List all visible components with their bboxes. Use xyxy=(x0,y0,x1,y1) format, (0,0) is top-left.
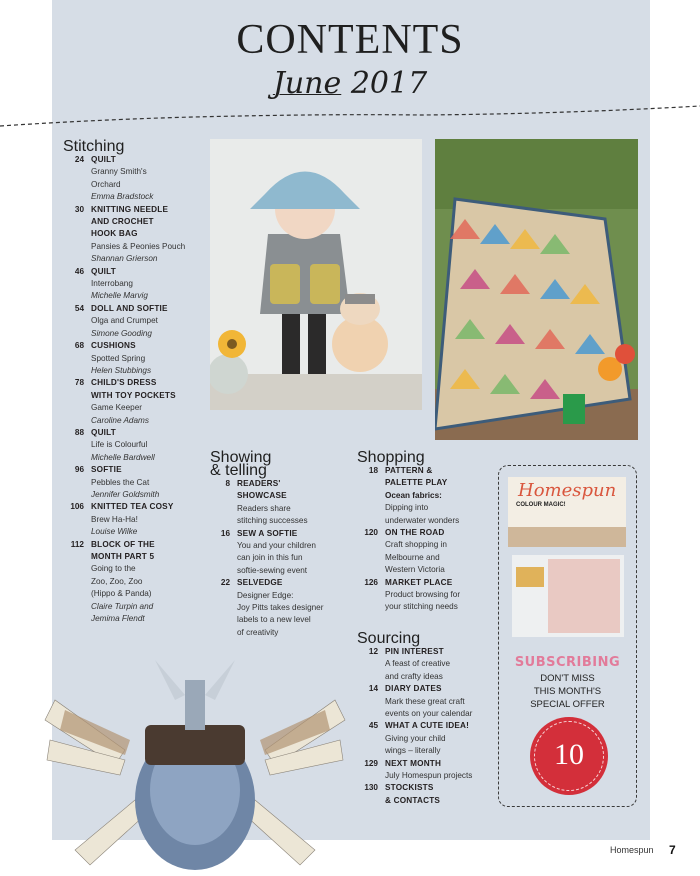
entry-page-number: 45 xyxy=(368,721,378,731)
entry-page-number: 112 xyxy=(70,539,84,549)
entry-description: Interrobang xyxy=(91,279,133,289)
sourcing-entry[interactable] xyxy=(356,782,501,807)
entry-heading: ON THE ROAD xyxy=(385,528,445,538)
entry-description: stitching successes xyxy=(237,516,308,526)
entry-author: Shannan Grierson xyxy=(91,254,158,264)
entry-heading: READERS' xyxy=(237,479,281,488)
entry-heading: SEW A SOFTIE xyxy=(237,528,298,538)
entry-description: Brew Ha-Ha! xyxy=(91,514,138,524)
entry-page-number: 129 xyxy=(364,758,378,768)
magazine-cover xyxy=(508,477,626,637)
entry-description: Designer Edge: xyxy=(237,590,294,600)
subscribe-line-1: DON'T MISS xyxy=(540,673,595,684)
stitching-list xyxy=(62,154,212,625)
entry-heading: QUILT xyxy=(91,266,116,276)
sourcing-list xyxy=(356,646,501,807)
entry-author: Simone Gooding xyxy=(91,328,152,338)
entry-description: Pansies & Peonies Pouch xyxy=(91,241,186,251)
entry-description: Spotted Spring xyxy=(91,353,146,363)
entry-description: your stitching needs xyxy=(385,602,458,612)
page-number: 7 xyxy=(669,843,676,857)
entry-heading: HOOK BAG xyxy=(91,229,138,239)
stitching-entry[interactable] xyxy=(62,501,212,538)
stitching-entry[interactable] xyxy=(62,340,212,377)
showing-heading-line1: Showing xyxy=(210,449,272,466)
entry-description: (Hippo & Panda) xyxy=(91,589,152,599)
entry-page-number: 120 xyxy=(364,528,378,538)
entry-description: can join in this fun xyxy=(237,553,303,563)
newspaper-butterfly-illustration xyxy=(35,640,355,876)
entry-heading: PIN INTEREST xyxy=(385,647,444,656)
subscribe-title: SUBSCRIBING xyxy=(514,655,621,670)
stitching-entry[interactable] xyxy=(62,427,212,464)
entry-heading: PATTERN & xyxy=(385,466,433,475)
entry-page-number: 130 xyxy=(364,783,378,793)
entry-page-number: 8 xyxy=(225,479,230,488)
entry-description: softie-sewing event xyxy=(237,565,308,575)
entry-page-number: 68 xyxy=(74,341,84,351)
entry-heading: NEXT MONTH xyxy=(385,758,442,768)
entry-description: Zoo, Zoo, Zoo xyxy=(91,576,143,586)
entry-description: wings – literally xyxy=(385,746,441,756)
entry-author: Michelle Bardwell xyxy=(91,452,155,462)
stitching-entry[interactable] xyxy=(62,154,212,204)
footer-publication: Homespun xyxy=(610,845,654,855)
magazine-logo: Homespun xyxy=(518,480,617,501)
entry-heading: CUSHIONS xyxy=(91,341,136,351)
entry-heading: AND CROCHET xyxy=(91,217,154,227)
entry-heading: PALETTE PLAY xyxy=(385,478,448,488)
entry-page-number: 14 xyxy=(368,684,378,694)
entry-heading: & CONTACTS xyxy=(385,795,441,805)
page-title: CONTENTS xyxy=(236,17,464,63)
entry-page-number: 16 xyxy=(220,528,230,538)
entry-page-number: 126 xyxy=(364,577,378,587)
shopping-entry[interactable] xyxy=(356,465,501,527)
entry-description: Orchard xyxy=(91,179,121,189)
stitching-entry[interactable] xyxy=(62,266,212,303)
entry-page-number: 106 xyxy=(70,502,84,512)
entry-description: Life is Colourful xyxy=(91,440,148,450)
entry-heading: BLOCK OF THE xyxy=(91,539,155,549)
entry-page-number: 22 xyxy=(220,578,230,588)
entry-heading: SHOWCASE xyxy=(237,491,287,501)
issue-year: 2017 xyxy=(350,66,428,101)
magazine-tagline: COLOUR MAGIC! xyxy=(516,502,566,508)
entry-heading: WITH TOY POCKETS xyxy=(91,390,176,400)
entry-author: Emma Bradstock xyxy=(91,192,154,202)
entry-page-number: 46 xyxy=(74,266,84,276)
offer-badge-number: 10 xyxy=(554,738,584,771)
sourcing-entry[interactable] xyxy=(356,720,501,757)
entry-author: Caroline Adams xyxy=(91,415,149,425)
entry-heading: WHAT A CUTE IDEA! xyxy=(385,721,470,731)
sourcing-heading: Sourcing xyxy=(357,630,421,647)
entry-description: You and your children xyxy=(237,541,316,551)
sourcing-entry[interactable] xyxy=(356,758,501,783)
entry-heading: DOLL AND SOFTIE xyxy=(91,303,168,313)
entry-heading: KNITTED TEA COSY xyxy=(91,502,174,512)
showing-entry[interactable] xyxy=(208,577,358,639)
entry-description: Dipping into xyxy=(385,503,429,513)
entry-description: Western Victoria xyxy=(385,565,445,575)
entry-description: underwater wonders xyxy=(385,515,460,525)
entry-description: A feast of creative xyxy=(385,659,451,669)
entry-heading: SELVEDGE xyxy=(237,578,283,588)
dashed-divider xyxy=(0,100,700,140)
shopping-entry[interactable] xyxy=(356,527,501,577)
stitching-entry[interactable] xyxy=(62,204,212,266)
subscribe-line-3: SPECIAL OFFER xyxy=(530,699,605,710)
entry-page-number: 54 xyxy=(74,303,84,313)
quilt-photo xyxy=(435,139,638,440)
entry-author: Helen Stubbings xyxy=(91,365,152,375)
entry-description: Going to the xyxy=(91,564,136,574)
showing-entry[interactable] xyxy=(208,528,358,578)
entry-subheading: Ocean fabrics: xyxy=(385,490,442,500)
entry-author: Jennifer Goldsmith xyxy=(91,489,160,499)
entry-heading: MONTH PART 5 xyxy=(91,552,155,561)
entry-description: Product browsing for xyxy=(385,590,461,600)
entry-heading: STOCKISTS xyxy=(385,783,434,793)
stitching-heading: Stitching xyxy=(63,138,125,155)
entry-description: Craft shopping in xyxy=(385,540,447,550)
entry-page-number: 12 xyxy=(368,647,378,656)
entry-description: Melbourne and xyxy=(385,552,440,562)
entry-page-number: 30 xyxy=(74,204,84,214)
entry-heading: QUILT xyxy=(91,155,116,164)
entry-page-number: 24 xyxy=(74,155,84,164)
entry-author: Claire Turpin and xyxy=(91,601,154,611)
issue-month: June xyxy=(272,66,342,101)
issue-date xyxy=(0,66,700,101)
entry-description: Game Keeper xyxy=(91,403,142,413)
subscribe-line-2: THIS MONTH'S xyxy=(533,686,602,697)
entry-page-number: 18 xyxy=(368,466,378,475)
entry-description: Giving your child xyxy=(385,733,446,743)
entry-description: labels to a new level xyxy=(237,615,311,625)
entry-heading: QUILT xyxy=(91,427,116,437)
entry-author: Michelle Marvig xyxy=(91,291,148,301)
showing-entry[interactable] xyxy=(208,478,358,528)
entry-description: Readers share xyxy=(237,503,291,513)
doll-photo xyxy=(210,139,422,410)
entry-description: and crafty ideas xyxy=(385,671,443,681)
sourcing-entry[interactable] xyxy=(356,646,501,683)
entry-author: Louise Wilke xyxy=(91,527,138,537)
stitching-entry[interactable] xyxy=(62,377,212,427)
entry-description: Olga and Crumpet xyxy=(91,316,158,326)
entry-page-number: 78 xyxy=(74,378,84,388)
entry-heading: MARKET PLACE xyxy=(385,577,453,587)
entry-author: Jemima Flendt xyxy=(91,614,145,624)
entry-page-number: 88 xyxy=(74,427,84,437)
stitching-entry[interactable] xyxy=(62,539,212,626)
entry-description: of creativity xyxy=(237,627,279,637)
stitching-entry[interactable] xyxy=(62,464,212,501)
shopping-heading: Shopping xyxy=(357,449,425,466)
sourcing-entry[interactable] xyxy=(356,683,501,720)
entry-heading: SOFTIE xyxy=(91,465,122,475)
shopping-entry[interactable] xyxy=(356,577,501,614)
entry-page-number: 96 xyxy=(74,465,84,475)
entry-heading: DIARY DATES xyxy=(385,684,442,694)
entry-heading: CHILD'S DRESS xyxy=(91,378,157,388)
showing-list xyxy=(208,478,358,639)
showing-heading-line2: & telling xyxy=(210,462,267,479)
entry-description: July Homespun projects xyxy=(385,771,473,781)
entry-description: Joy Pitts takes designer xyxy=(237,603,324,613)
entry-description: Granny Smith's xyxy=(91,167,147,177)
entry-description: Pebbles the Cat xyxy=(91,477,150,487)
entry-description: events on your calendar xyxy=(385,709,473,719)
entry-heading: KNITTING NEEDLE xyxy=(91,204,169,214)
stitching-entry[interactable] xyxy=(62,303,212,340)
entry-description: Mark these great craft xyxy=(385,696,465,706)
shopping-list xyxy=(356,465,501,614)
